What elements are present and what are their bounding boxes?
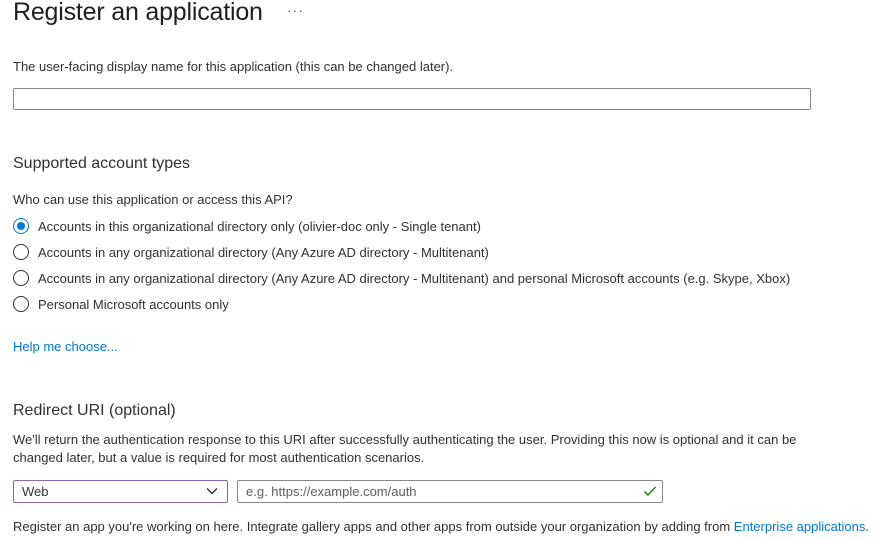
footer-text-suffix: . [865,519,869,534]
ellipsis-icon[interactable]: ··· [287,2,304,18]
redirect-uri-heading: Redirect URI (optional) [13,402,176,419]
account-type-label: Personal Microsoft accounts only [38,296,229,312]
name-description: The user-facing display name for this application (this can be changed later). [13,59,454,74]
account-type-label: Accounts in any organizational directory (Any Azure AD directory - Multitenant) and personal Microsoft accounts (e.g. Skype, Xbox) [38,270,791,286]
chevron-down-icon [205,484,219,498]
enterprise-applications-link[interactable]: Enterprise applications [733,519,866,534]
app-name-input[interactable] [13,88,811,110]
platform-select[interactable] [13,480,228,503]
account-type-label: Accounts in this organizational directory only (olivier-doc only - Single tenant) [38,218,481,234]
redirect-uri-input[interactable] [237,480,663,503]
platform-select-value: Web [22,484,49,499]
radio-button[interactable] [13,270,29,286]
footer-text [13,519,869,534]
radio-button[interactable] [13,244,29,260]
help-me-choose-link[interactable]: Help me choose... [13,339,118,354]
redirect-uri-description: We'll return the authentication response to this URI after successfully authenticating the user. Providing this now is optional and it can be changed later, but a value is required for most authentication scenarios. [13,432,797,465]
page-title: Register an application [13,0,263,26]
account-type-option-multitenant-personal[interactable] [13,270,790,286]
account-types-question: Who can use this application or access this API? [13,192,293,207]
account-type-option-personal-only[interactable] [13,296,229,312]
account-types-heading: Supported account types [13,155,191,172]
radio-button[interactable] [13,296,29,312]
checkmark-icon [643,484,657,498]
account-type-label: Accounts in any organizational directory (Any Azure AD directory - Multitenant) [38,244,489,260]
footer-text-body: Register an app you're working on here. Integrate gallery apps and other apps from outside your organization by adding from [13,519,734,534]
account-type-option-single-tenant[interactable] [13,218,481,234]
radio-button-selected[interactable] [13,218,29,234]
account-type-option-multitenant[interactable] [13,244,489,260]
